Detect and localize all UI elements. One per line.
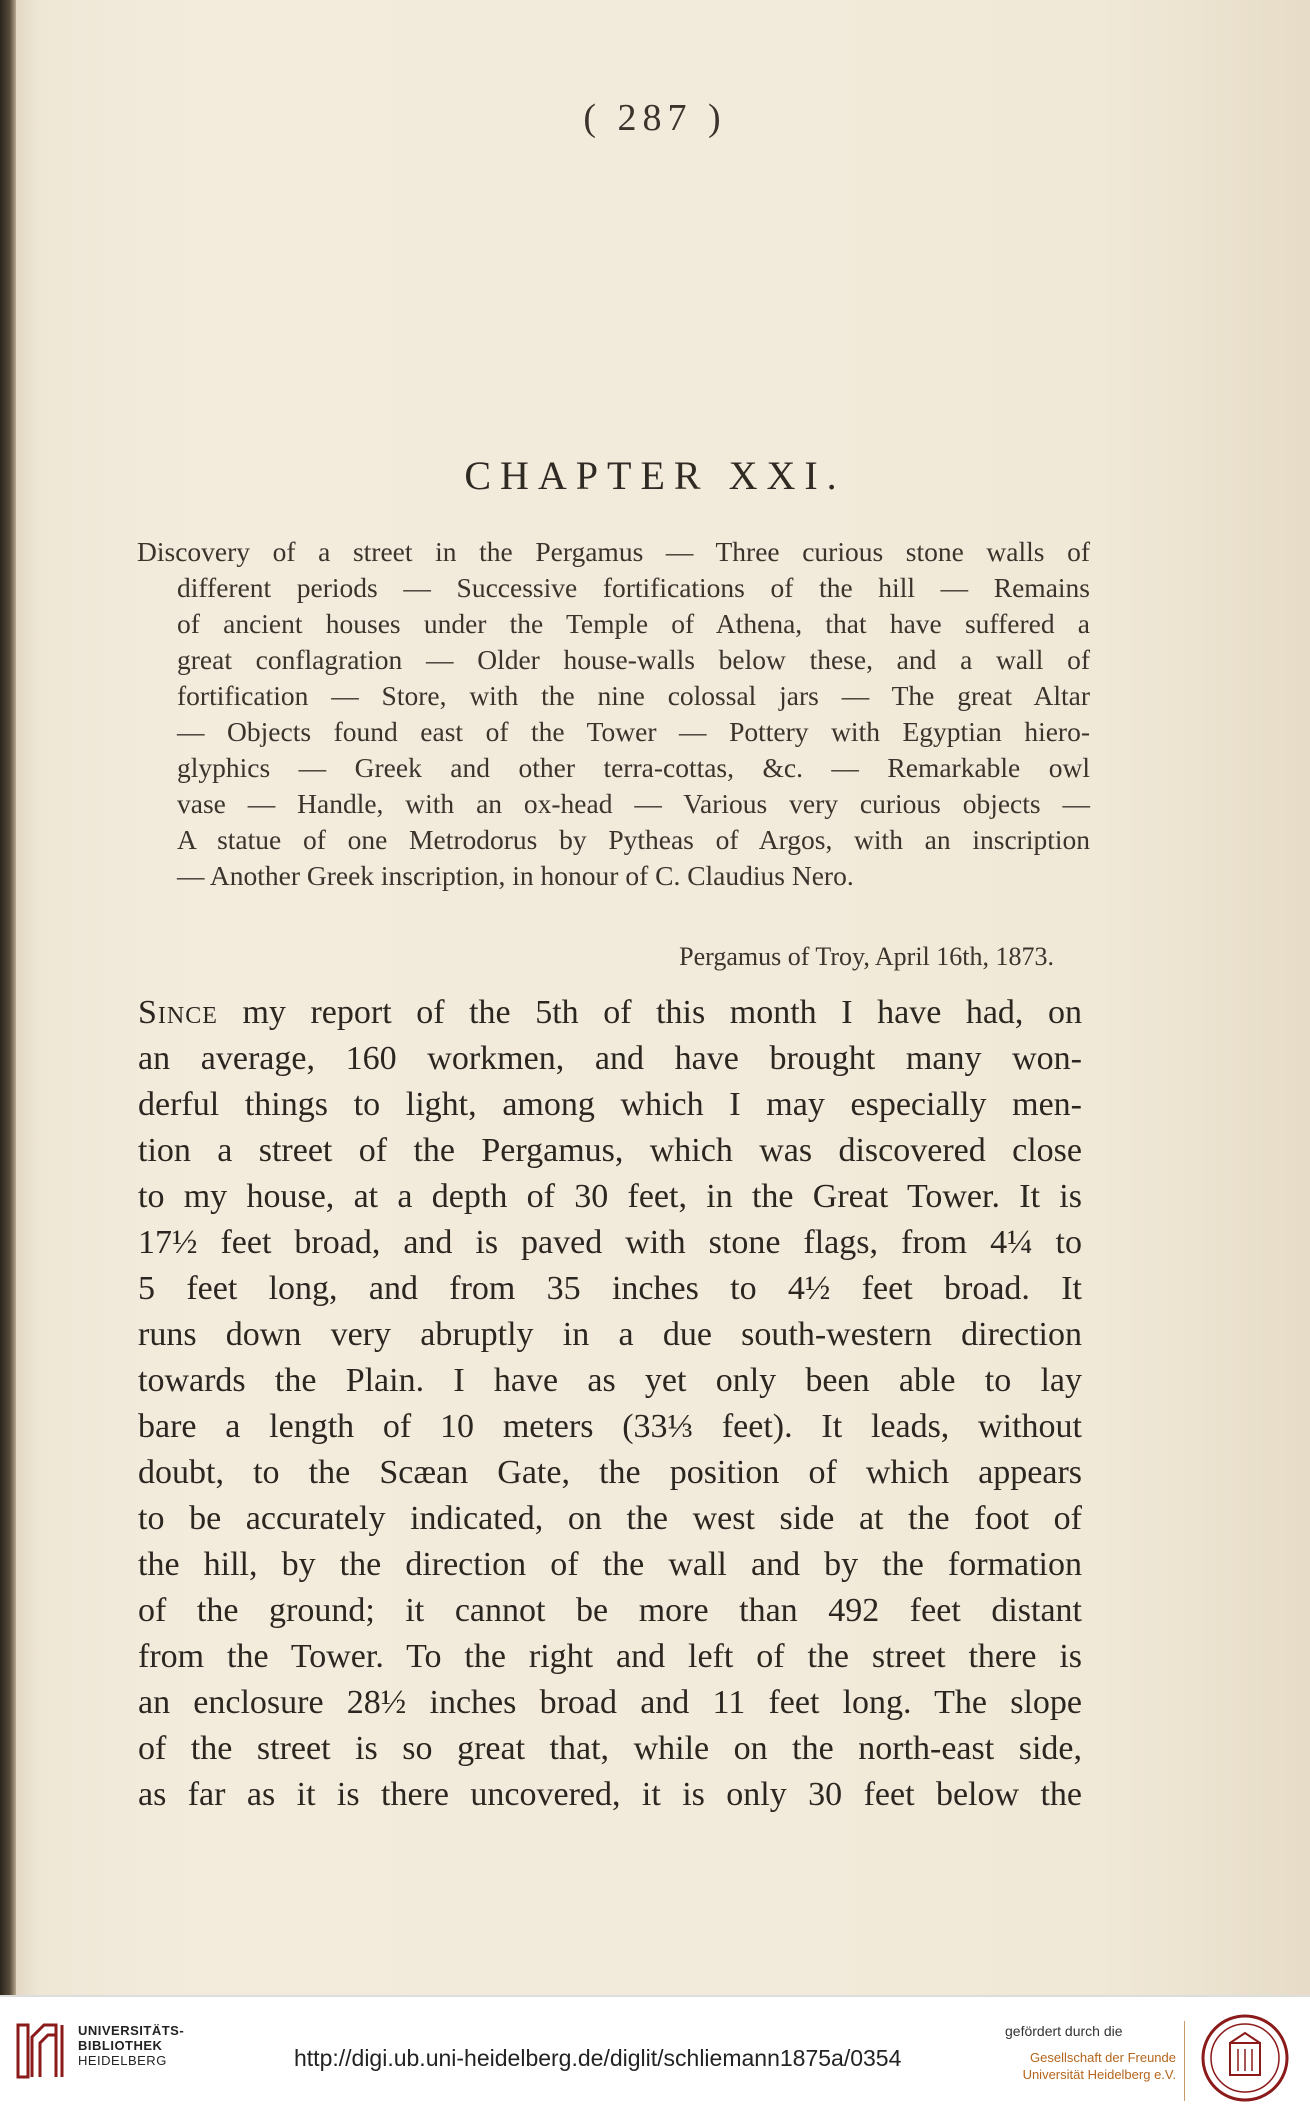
body-line: as far as it is there uncovered, it is only 30 feet below the xyxy=(138,1776,1082,1813)
body-line: runs down very abruptly in a due south-western direction xyxy=(138,1316,1082,1353)
chapter-title: CHAPTER XXI. xyxy=(464,453,846,498)
body-line: the hill, by the direction of the wall and by the formation xyxy=(138,1546,1082,1583)
synopsis-line: different periods — Successive fortifications of the hill — Remains xyxy=(177,572,1090,603)
library-name-line: HEIDELBERG xyxy=(78,2053,167,2068)
body-line xyxy=(138,990,1082,1036)
synopsis-line: of ancient houses under the Temple of Athena, that have suffered a xyxy=(177,608,1090,639)
body-line: 17½ feet broad, and is paved with stone flags, from 4¼ to xyxy=(138,1224,1082,1261)
body-line: 5 feet long, and from 35 inches to 4½ feet broad. It xyxy=(138,1270,1082,1307)
dateline: Pergamus of Troy, April 16th, 1873. xyxy=(679,942,1054,971)
body-line: bare a length of 10 meters (33⅓ feet). It leads, without xyxy=(138,1408,1082,1445)
body-line: derful things to light, among which I may especially men- xyxy=(138,1086,1082,1123)
synopsis-line: great conflagration — Older house-walls below these, and a wall of xyxy=(177,644,1090,675)
synopsis-line: vase — Handle, with an ox-head — Various very curious objects — xyxy=(177,788,1090,819)
body-first-word: Since xyxy=(138,994,218,1031)
library-name-line: BIBLIOTHEK xyxy=(78,2038,163,2053)
library-name-line: UNIVERSITÄTS- xyxy=(78,2023,185,2038)
society-name-line: Universität Heidelberg e.V. xyxy=(1022,2067,1176,2082)
synopsis-line: glyphics — Greek and other terra-cottas, &c. — Remarkable owl xyxy=(177,752,1090,783)
body-text xyxy=(138,990,1082,1818)
synopsis-line: fortification — Store, with the nine colossal jars — The great Altar xyxy=(177,680,1090,711)
society-seal-icon xyxy=(1200,2013,1290,2103)
synopsis-line: — Objects found east of the Tower — Pottery with Egyptian hiero- xyxy=(177,716,1090,747)
body-line: to be accurately indicated, on the west side at the foot of xyxy=(138,1500,1082,1537)
body-line: towards the Plain. I have as yet only been able to lay xyxy=(138,1362,1082,1399)
body-line: to my house, at a depth of 30 feet, in the Great Tower. It is xyxy=(138,1178,1082,1215)
body-line: doubt, to the Scæan Gate, the position of which appears xyxy=(138,1454,1082,1491)
book-spine-shadow xyxy=(0,0,16,1995)
synopsis-line: A statue of one Metrodorus by Pytheas of Argos, with an inscription xyxy=(177,824,1090,855)
funded-by-label: gefördert durch die xyxy=(1005,2023,1123,2039)
page-number: ( 287 ) xyxy=(583,97,727,139)
synopsis-line: Discovery of a street in the Pergamus — Three curious stone walls of xyxy=(137,536,1090,567)
synopsis-line: — Another Greek inscription, in honour of C. Claudius Nero. xyxy=(177,860,854,891)
digitization-footer xyxy=(0,1995,1310,2113)
society-name-line: Gesellschaft der Freunde xyxy=(1030,2050,1176,2065)
body-line: of the ground; it cannot be more than 492 feet distant xyxy=(138,1592,1082,1629)
body-line: an average, 160 workmen, and have brought many won- xyxy=(138,1040,1082,1077)
body-line: an enclosure 28½ inches broad and 11 feet long. The slope xyxy=(138,1684,1082,1721)
footer-divider xyxy=(1184,2021,1185,2101)
university-library-logo-icon xyxy=(14,2019,70,2083)
permalink-url[interactable]: http://digi.ub.uni-heidelberg.de/diglit/schliemann1875a/0354 xyxy=(294,2045,902,2071)
body-line: tion a street of the Pergamus, which was discovered close xyxy=(138,1132,1082,1169)
university-library-name xyxy=(78,2023,184,2068)
chapter-synopsis xyxy=(137,534,1090,894)
body-line: from the Tower. To the right and left of the street there is xyxy=(138,1638,1082,1675)
society-name xyxy=(1022,2049,1176,2083)
body-line: of the street is so great that, while on the north-east side, xyxy=(138,1730,1082,1767)
body-line-rest: my report of the 5th of this month I have had, on xyxy=(217,994,1082,1031)
